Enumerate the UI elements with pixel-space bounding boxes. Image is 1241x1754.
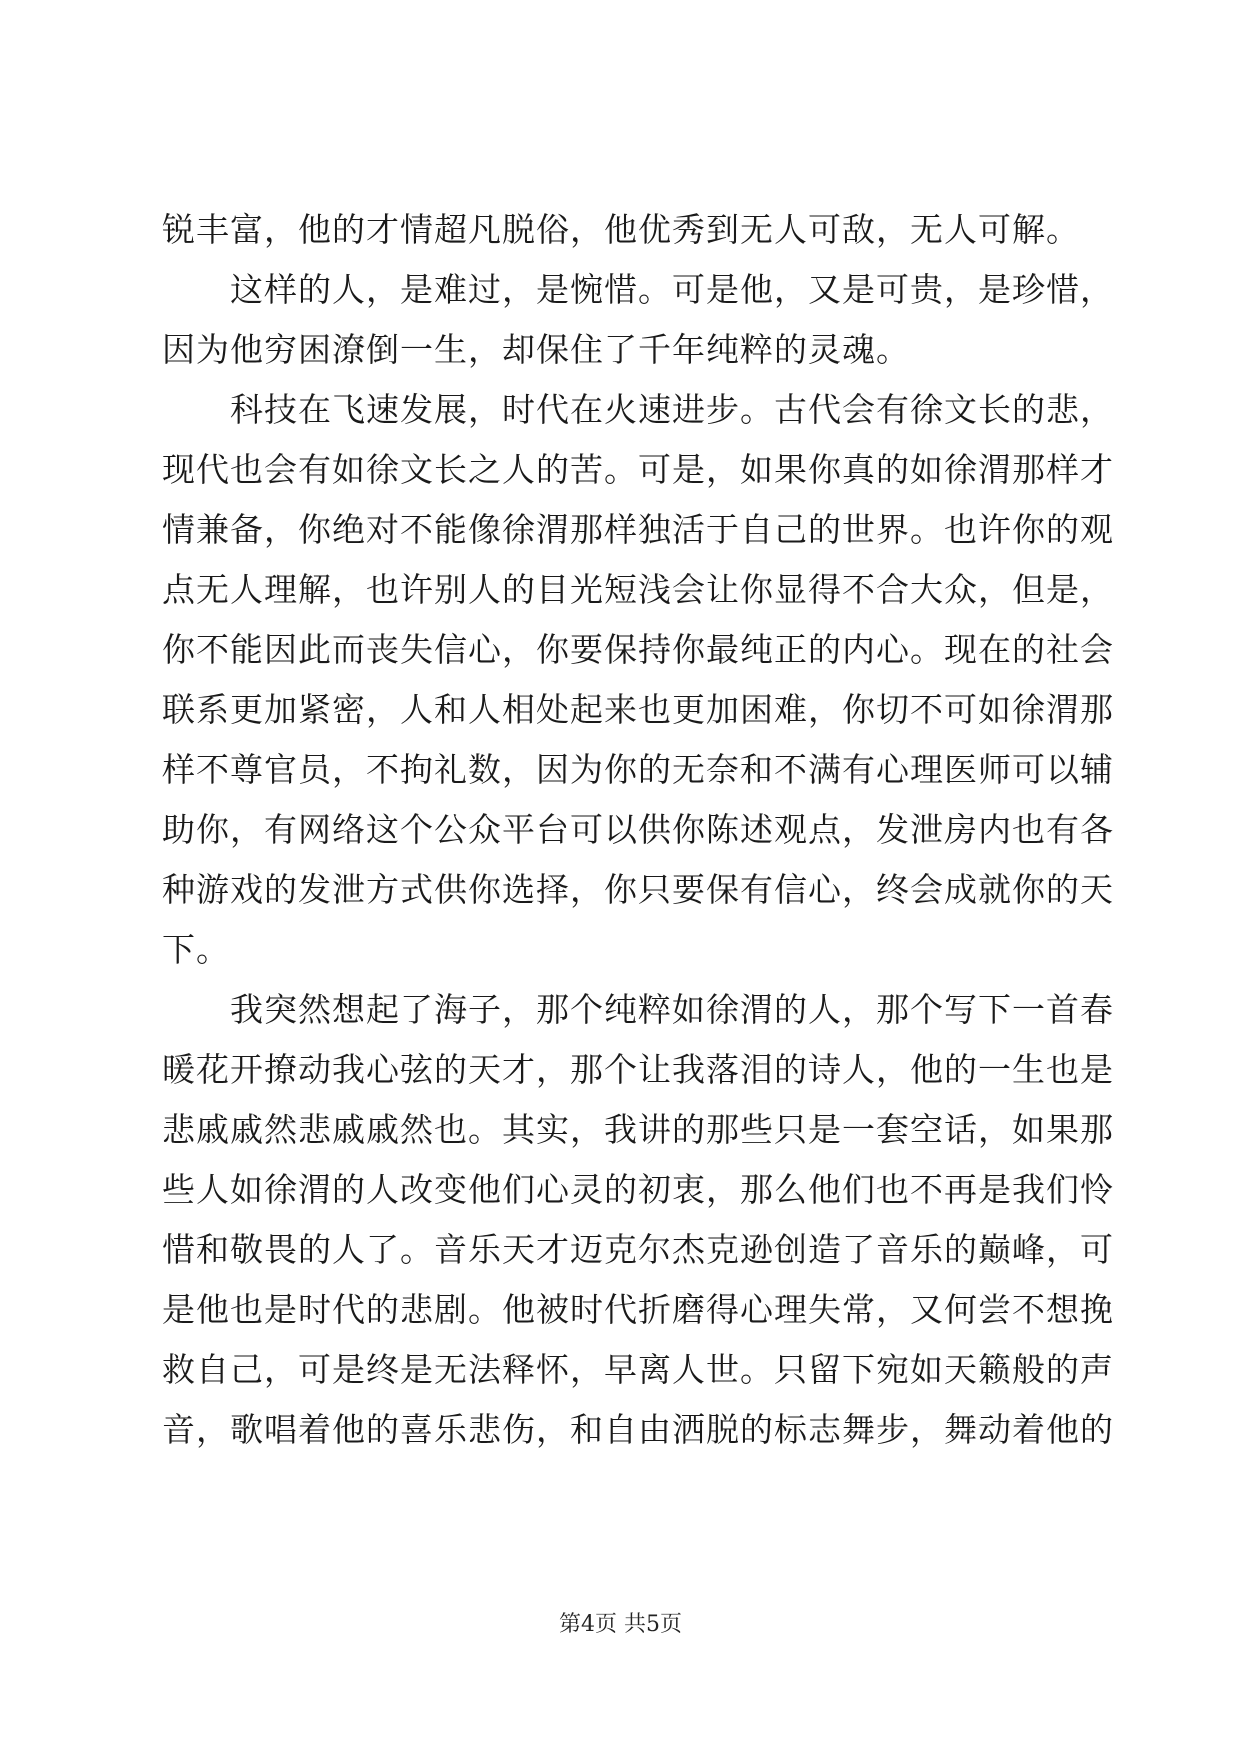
text-line: 救自己，可是终是无法释怀，早离人世。只留下宛如天籁般的声 bbox=[162, 1350, 1114, 1389]
text-line: 锐丰富，他的才情超凡脱俗，他优秀到无人可敌，无人可解。 bbox=[162, 210, 1080, 249]
text-line: 音，歌唱着他的喜乐悲伤，和自由洒脱的标志舞步，舞动着他的 bbox=[162, 1410, 1114, 1449]
body-text bbox=[162, 200, 1114, 1460]
text-line: 下。 bbox=[162, 930, 230, 969]
page-footer: 第4页 共5页 bbox=[559, 1612, 682, 1637]
text-line: 惜和敬畏的人了。音乐天才迈克尔杰克逊创造了音乐的巅峰，可 bbox=[162, 1230, 1114, 1269]
text-line: 因为他穷困潦倒一生，却保住了千年纯粹的灵魂。 bbox=[162, 330, 910, 369]
text-line: 我突然想起了海子，那个纯粹如徐渭的人，那个写下一首春 bbox=[162, 990, 1114, 1029]
text-line: 样不尊官员，不拘礼数，因为你的无奈和不满有心理医师可以辅 bbox=[162, 750, 1114, 789]
text-line: 点无人理解，也许别人的目光短浅会让你显得不合大众，但是， bbox=[162, 570, 1114, 609]
text-line: 悲戚戚然悲戚戚然也。其实，我讲的那些只是一套空话，如果那 bbox=[162, 1110, 1114, 1149]
text-line: 这样的人，是难过，是惋惜。可是他，又是可贵，是珍惜， bbox=[162, 270, 1114, 309]
text-line: 情兼备，你绝对不能像徐渭那样独活于自己的世界。也许你的观 bbox=[162, 510, 1114, 549]
text-line: 是他也是时代的悲剧。他被时代折磨得心理失常，又何尝不想挽 bbox=[162, 1290, 1114, 1329]
text-line: 现代也会有如徐文长之人的苦。可是，如果你真的如徐渭那样才 bbox=[162, 450, 1114, 489]
text-line: 助你，有网络这个公众平台可以供你陈述观点，发泄房内也有各 bbox=[162, 810, 1114, 849]
text-line: 暖花开撩动我心弦的天才，那个让我落泪的诗人，他的一生也是 bbox=[162, 1050, 1114, 1089]
text-line: 科技在飞速发展，时代在火速进步。古代会有徐文长的悲， bbox=[162, 390, 1114, 429]
text-line: 联系更加紧密，人和人相处起来也更加困难，你切不可如徐渭那 bbox=[162, 690, 1114, 729]
text-line: 你不能因此而丧失信心，你要保持你最纯正的内心。现在的社会 bbox=[162, 630, 1114, 669]
text-line: 种游戏的发泄方式供你选择，你只要保有信心，终会成就你的天 bbox=[162, 870, 1114, 909]
text-line: 些人如徐渭的人改变他们心灵的初衷，那么他们也不再是我们怜 bbox=[162, 1170, 1114, 1209]
